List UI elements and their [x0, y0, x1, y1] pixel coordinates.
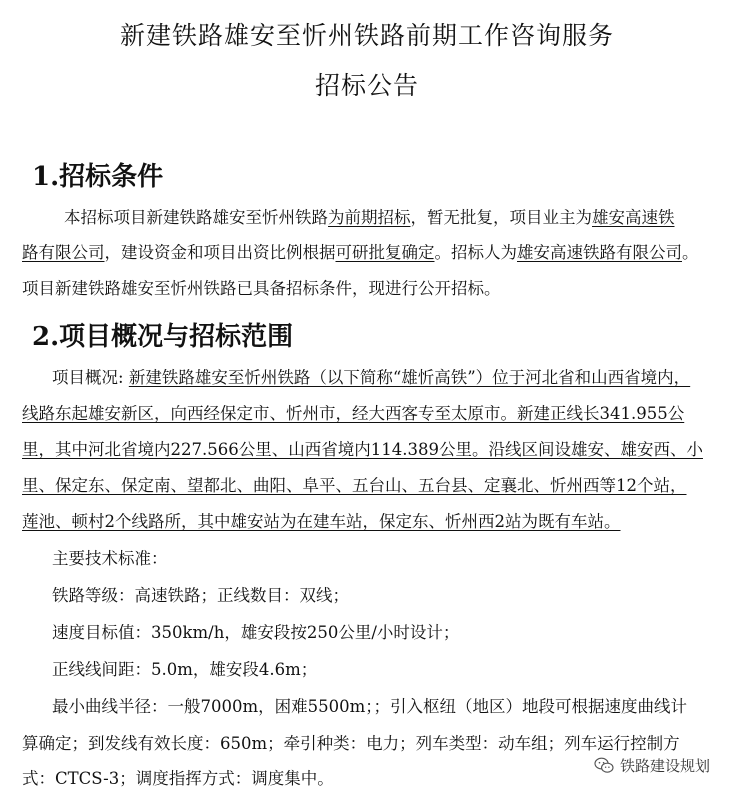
section-heading-bidding-conditions: 1.招标条件 [32, 162, 164, 192]
underlined-text: 路有限公司 [22, 243, 105, 262]
text-line [22, 768, 334, 790]
text-segment: 项目概况: [52, 368, 129, 387]
text-segment: 项目新建铁路雄安至忻州铁路已具备招标条件，现进行公开招标。 [22, 279, 501, 298]
text-line [52, 585, 349, 607]
text-segment: 。 [682, 243, 699, 262]
text-segment: 主要技术标准： [52, 549, 168, 568]
wechat-watermark [590, 753, 714, 778]
text-line [52, 622, 459, 644]
text-line [22, 403, 684, 425]
text-line [52, 548, 168, 570]
document-subtitle: 招标公告 [314, 71, 419, 100]
text-segment: 。招标人为 [434, 243, 517, 262]
text-segment: 速度目标值：350km/h，雄安段按250公里/小时设计； [52, 623, 460, 642]
underlined-text: 里、保定东、保定南、望都北、曲阳、阜平、五台山、五台县、定襄北、忻州西等12个站， [22, 476, 687, 495]
text-segment: ，暂无批复，项目业主为 [410, 208, 592, 227]
underlined-text: 可研批复确定 [335, 243, 435, 262]
watermark-text: 铁路建设规划 [619, 757, 710, 775]
wechat-icon [594, 757, 614, 775]
text-line [52, 659, 317, 681]
text-segment: 本招标项目新建铁路雄安至忻州铁路 [64, 208, 328, 227]
document-title: 新建铁路雄安至忻州铁路前期工作咨询服务 [119, 21, 614, 50]
text-line [52, 696, 687, 718]
underlined-text: 雄安高速铁 [592, 208, 675, 227]
text-segment: ，建设资金和项目出资比例根据 [104, 243, 336, 262]
text-segment: 铁路等级：高速铁路；正线数目：双线； [52, 586, 349, 605]
text-segment: 算确定；到发线有效长度：650m；牵引种类：电力；列车类型：动车组；列车运行控制方 [22, 734, 680, 753]
text-line [22, 733, 680, 755]
text-line [64, 207, 675, 229]
text-segment: 正线线间距：5.0m，雄安段4.6m； [52, 660, 318, 679]
text-line [22, 242, 699, 264]
text-line [52, 367, 690, 389]
text-line [22, 278, 501, 300]
underlined-text: 新建铁路雄安至忻州铁路（以下简称“雄忻高铁”）位于河北省和山西省境内， [128, 368, 691, 387]
text-segment: 式：CTCS-3；调度指挥方式：调度集中。 [22, 769, 334, 788]
underlined-text: 为前期招标 [328, 208, 411, 227]
text-segment: 最小曲线半径：一般7000m，困难5500m；；引入枢纽（地区）地段可根据速度曲线计 [52, 697, 688, 716]
underlined-text: 里，其中河北省境内227.566公里、山西省境内114.389公里。沿线区间设雄安、雄安西、小 [22, 440, 703, 459]
underlined-text: 雄安高速铁路有限公司 [517, 243, 682, 262]
section-heading-project-overview: 2.项目概况与招标范围 [32, 322, 294, 352]
underlined-text: 线路东起雄安新区，向西经保定市、忻州市，经大西客专至太原市。新建正线长341.955公 [22, 404, 685, 423]
text-line [22, 475, 687, 497]
text-line [22, 439, 703, 461]
text-line [22, 511, 621, 533]
underlined-text: 莲池、顿村2个线路所，其中雄安站为在建车站，保定东、忻州西2站为既有车站。 [22, 512, 621, 531]
